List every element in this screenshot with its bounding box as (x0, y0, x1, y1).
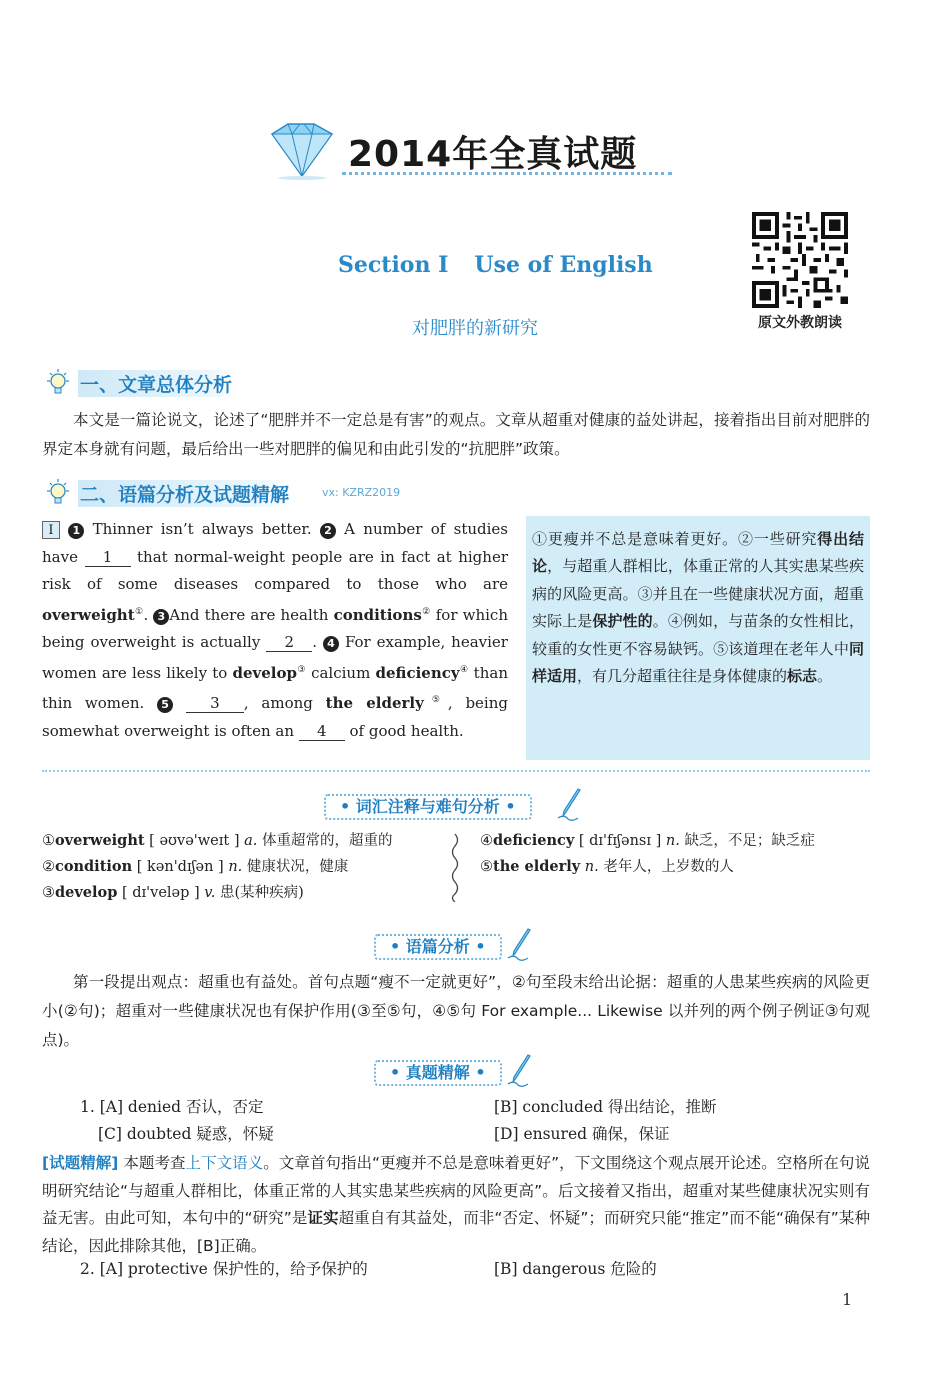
analysis-key: 证实 (307, 1209, 339, 1227)
pen-icon (554, 788, 584, 822)
title-block (262, 118, 682, 188)
key-phrase: 同样适用 (532, 639, 864, 686)
blank-1[interactable]: 1 (85, 548, 131, 567)
vocab-word: deficiency (375, 663, 460, 682)
q1-option-c[interactable]: [C] doubted 疑惑，怀疑 (98, 1125, 274, 1143)
q1-option-b[interactable]: [B] concluded 得出结论，推断 (494, 1098, 717, 1116)
pill-questions-text: • 真题精解 • (374, 1060, 502, 1086)
qr-label: 原文外教朗读 (758, 315, 842, 331)
vocab-item: ②condition [ kən'dɪʃən ] n. 健康状况，健康 (42, 858, 349, 875)
section-title (338, 252, 653, 278)
section-name: Section Ⅰ (338, 252, 449, 278)
vocab-word: overweight (42, 605, 135, 624)
overview-paragraph: 本文是一篇论说文，论述了“肥胖并不一定总是有害”的观点。文章从超重对健康的益处讲起，接着指出目前对肥胖的界定本身就有问题，最后给出一些对肥胖的偏见和由此引发的“抗肥胖”政策。 (42, 411, 870, 458)
translation-box: ①更瘦并不总是意味着更好。②一些研究得出结论，与超重人群相比，体重正常的人其实患某些疾病的风险更高。③并且在一些健康状况方面，超重实际上是保护性的。④例如，与苗条的女性相比，较重的女性更不容易缺钙。⑤该道理在老年人中同样适用，有几分超重往往是身体健康的标志。 (526, 516, 870, 760)
qr-code-icon[interactable] (752, 212, 848, 308)
q1-option-a[interactable]: 1. [A] denied 否认，否定 (80, 1098, 264, 1116)
vocab-item: ①overweight [ əʊvə'weɪt ] a. 体重超常的，超重的 (42, 832, 393, 849)
lightbulb-icon (44, 478, 72, 508)
vocab-list-left (42, 828, 392, 906)
analysis-highlight: 上下文语义 (185, 1154, 264, 1172)
passage-subtitle: 对肥胖的新研究 (412, 318, 538, 339)
english-passage: Ⅰ 1 Thinner isn’t always better. 2 A number of studies have 1 that normal-weight people are in fact at higher risk of some diseases compared to those who are overweight①. 3 And there are health conditions② for which being overweight is actually 2 . 4 For example, heavier women are less likely to develop③ calcium deficiency④ than thin women. 5 3 , among the elderly⑤, being somewhat overweight is often an 4 of good health. (42, 520, 508, 740)
discourse-paragraph: 第一段提出观点：超重也有益处。首句点题“瘦不一定就更好”，②句至段末给出论据：超重的人患某些疾病的风险更小(②句)；超重对一些健康状况也有保护作用(③至⑤句，④⑤句 For example... Likewise 以并列的两个例子例证③句观点)。 (42, 973, 870, 1049)
diamond-icon (262, 120, 338, 180)
divider (42, 770, 870, 772)
lightbulb-icon (44, 368, 72, 398)
key-phrase: 得出结论 (532, 530, 864, 576)
vocab-word: conditions (333, 605, 422, 624)
pill-discourse-text: • 语篇分析 • (374, 934, 502, 960)
squiggle-divider (448, 832, 462, 902)
blank-4[interactable]: 4 (299, 722, 345, 741)
pill-discourse (374, 934, 544, 962)
page-number: 1 (842, 1290, 853, 1309)
page-title: 2014年全真试题 (348, 134, 638, 175)
blank-3[interactable]: 3 (186, 694, 244, 713)
title-underline (342, 172, 672, 176)
sentence-number: 5 (157, 697, 173, 713)
section-topic: Use of English (474, 252, 653, 278)
vocab-item: ⑤the elderly n. 老年人，上岁数的人 (480, 858, 734, 875)
sentence-number: 4 (323, 636, 339, 652)
key-phrase: 保护性的 (592, 612, 653, 631)
vocab-item: ④deficiency [ dɪ'fɪʃənsɪ ] n. 缺乏，不足；缺乏症 (480, 832, 815, 849)
heading-analysis-text: 二、语篇分析及试题精解 (78, 480, 295, 507)
q2-option-a[interactable]: 2. [A] protective 保护性的，给予保护的 (80, 1260, 368, 1278)
sentence-number: 1 (68, 523, 84, 539)
pen-icon (504, 928, 534, 962)
vocab-item: ③develop [ dɪ'veləp ] v. 患(某种疾病) (42, 884, 304, 901)
sentence-number: 3 (153, 609, 169, 625)
analysis-tag: [试题精解] (42, 1154, 119, 1172)
q1-option-d[interactable]: [D] ensured 确保，保证 (494, 1125, 670, 1143)
pill-vocab-text: • 词汇注释与难句分析 • (324, 794, 532, 820)
pill-questions (374, 1060, 544, 1088)
watermark: vx: KZRZ2019 (322, 486, 401, 499)
key-phrase: 标志 (787, 667, 818, 686)
q1-analysis: [试题精解] 本题考查上下文语义。文章首句指出“更瘦并不总是意味着更好”，下文围绕这个观点展开论述。空格所在句说明研究结论“与超重人群相比，体重正常的人其实患某些疾病的风险更高”。后文接着又指出，超重对某些健康状况实则有益无害。由此可知，本句中的“研究”是证实超重自有其益处，而非“否定、怀疑”；而研究只能“推定”而不能“确保有”某种结论，因此排除其他，[B]正确。 (42, 1154, 870, 1255)
vocab-list-right (480, 828, 815, 880)
vocab-word: develop (232, 663, 297, 682)
pill-vocab (324, 794, 584, 822)
paragraph-number: Ⅰ (42, 521, 60, 539)
sentence-number: 2 (320, 523, 336, 539)
pen-icon (504, 1054, 534, 1088)
heading-overview-text: 一、文章总体分析 (78, 370, 238, 397)
q2-option-b[interactable]: [B] dangerous 危险的 (494, 1260, 657, 1278)
blank-2[interactable]: 2 (266, 633, 312, 652)
vocab-word: the elderly (325, 694, 424, 712)
